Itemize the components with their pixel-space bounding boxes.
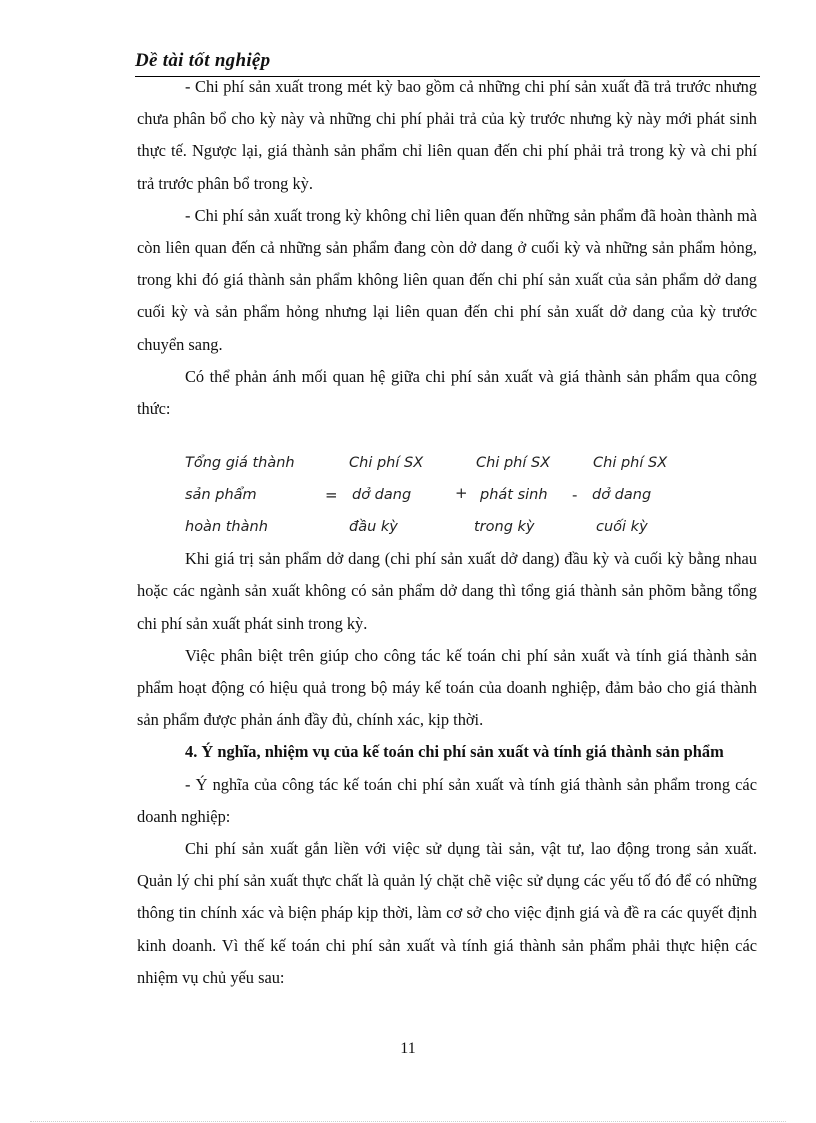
paragraph: - Ý nghĩa của công tác kế toán chi phí sản xuất và tính giá thành sản phẩm trong các doanh nghiệp: xyxy=(137,774,757,826)
document-body xyxy=(137,71,757,994)
formula-minus-sign: - xyxy=(572,486,578,505)
paragraph: Việc phân biệt trên giúp cho công tác kế toán chi phí sản xuất và tính giá thành sản phẩm hoạt động có hiệu quả trong bộ máy kế toán của doanh nghiệp, đảm bảo cho giá thành sản phẩm được phản ánh đầy đủ, chính xác, kịp thời. xyxy=(137,645,757,730)
cost-formula xyxy=(137,447,757,543)
formula-term2-line-1: Chi phí SX xyxy=(476,455,551,472)
formula-term3-line-3: cuối kỳ xyxy=(596,519,648,536)
formula-term3-line-1: Chi phí SX xyxy=(593,455,668,472)
formula-equals-sign: = xyxy=(325,486,338,505)
page-number: 11 xyxy=(400,1040,416,1057)
section-heading: 4. Ý nghĩa, nhiệm vụ của kế toán chi phí sản xuất và tính giá thành sản phẩm xyxy=(185,742,724,762)
paragraph: Có thể phản ánh mối quan hệ giữa chi phí sản xuất và giá thành sản phẩm qua công thức: xyxy=(137,366,757,419)
paragraph: - Chi phí sản xuất trong kỳ không chỉ liên quan đến những sản phẩm đã hoàn thành mà còn liên quan đến cả những sản phẩm đang còn dở dang ở cuối kỳ và những sản phẩm hỏng, trong khi đó giá thành sản phẩm không liên quan đến chi phí sản xuất của sản phẩm dở dang cuối kỳ và sản phẩm hỏng nhưng lại liên quan đến chi phí sản xuất dở dang của kỳ trước chuyển sang. xyxy=(137,205,757,354)
formula-term1-line-2: dở dang xyxy=(352,487,412,504)
thesis-title: Dề tài tốt nghiệp xyxy=(135,50,271,71)
paragraph: - Chi phí sản xuất trong mét kỳ bao gồm cả những chi phí sản xuất đã trả trước nhưng chưa phân bổ cho kỳ này và những chi phí phải trả của kỳ trước nhưng kỳ này mới phát sinh thực tế. Ngược lại, giá thành sản phẩm chỉ liên quan đến chi phí phải trả trong kỳ và chi phí trả trước phân bổ trong kỳ. xyxy=(137,77,757,193)
formula-term1-line-3: đầu kỳ xyxy=(349,519,398,536)
formula-lhs-line-3: hoàn thành xyxy=(185,519,268,536)
formula-term2-line-2: phát sinh xyxy=(480,487,548,504)
formula-term1-line-1: Chi phí SX xyxy=(349,455,424,472)
formula-lhs-line-1: Tổng giá thành xyxy=(185,455,295,472)
formula-term3-line-2: dở dang xyxy=(592,487,652,504)
formula-plus-sign: + xyxy=(455,484,468,503)
paragraph: Khi giá trị sản phẩm dở dang (chi phí sản xuất dở dang) đầu kỳ và cuối kỳ bằng nhau hoặc các ngành sản xuất không có sản phẩm dở dang thì tổng giá thành sản phõm bằng tổng chi phí sản xuất phát sinh trong kỳ. xyxy=(137,549,757,633)
formula-term2-line-3: trong kỳ xyxy=(474,519,535,536)
page-bottom-divider xyxy=(30,1121,786,1122)
formula-lhs-line-2: sản phẩm xyxy=(185,487,257,504)
paragraph: Chi phí sản xuất gắn liền với việc sử dụng tài sản, vật tư, lao động trong sản xuất. Quản lý chi phí sản xuất thực chất là quản lý chặt chẽ việc sử dụng các yếu tố đó để có những thông tin chính xác và biện pháp kịp thời, làm cơ sở cho việc định giá và đề ra các quyết định kinh doanh. Vì thế kế toán chi phí sản xuất và tính giá thành sản phẩm phải thực hiện các nhiệm vụ chủ yếu sau: xyxy=(137,839,757,987)
